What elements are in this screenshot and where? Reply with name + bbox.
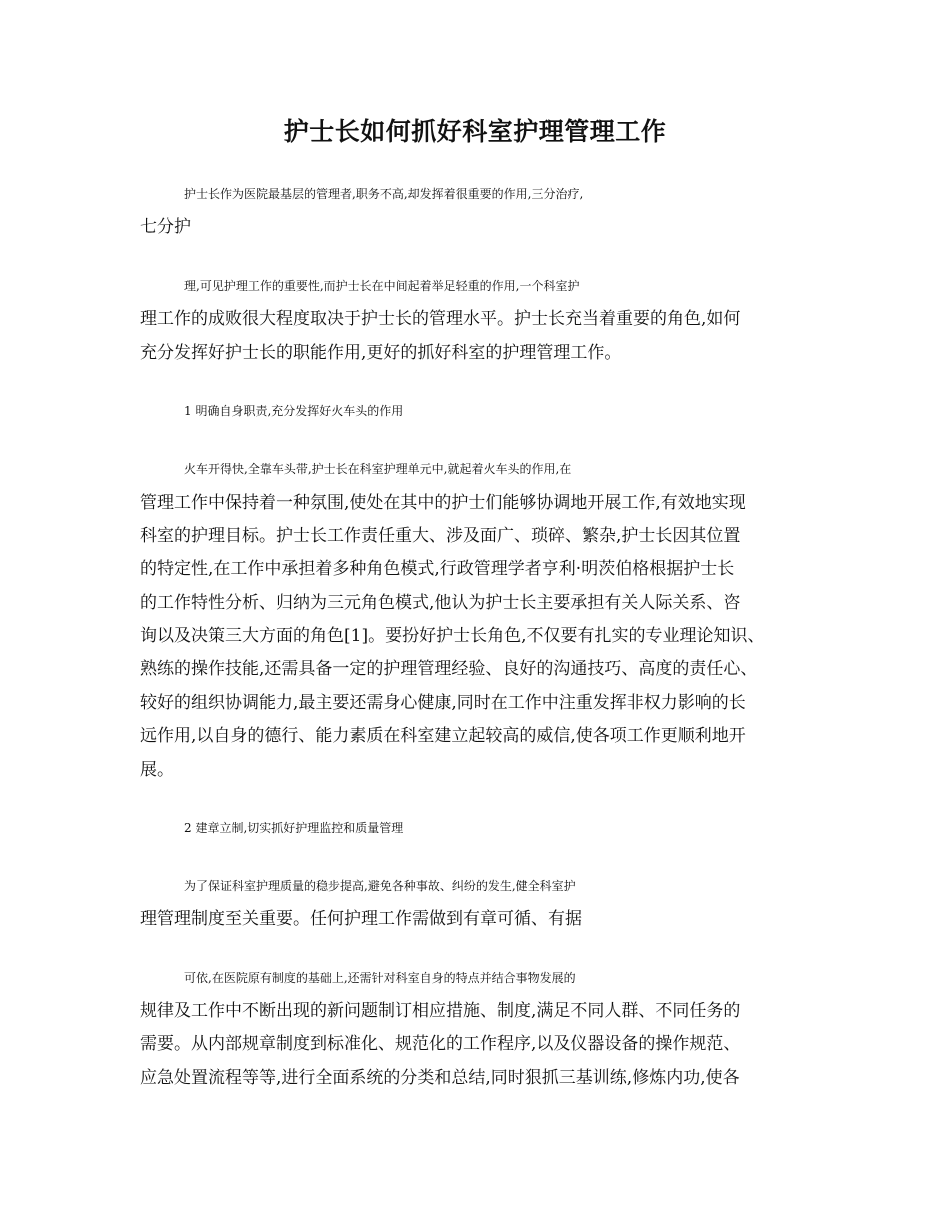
- paragraph-line: 管理工作中保持着一种氛围,使处在其中的护士们能够协调地开展工作,有效地实现: [140, 493, 746, 513]
- paragraph-line: 可依,在医院原有制度的基础上,还需针对科室自身的特点并结合事物发展的: [184, 971, 576, 985]
- paragraph-line: 理,可见护理工作的重要性,而护士长在中间起着举足轻重的作用,一个科室护: [184, 279, 580, 293]
- paragraph-line: 较好的组织协调能力,最主要还需身心健康,同时在工作中注重发挥非权力影响的长: [140, 693, 746, 713]
- paragraph-line: 充分发挥好护士长的职能作用,更好的抓好科室的护理管理工作。: [140, 343, 622, 363]
- paragraph-line: 为了保证科室护理质量的稳步提高,避免各种事故、纠纷的发生,健全科室护: [184, 879, 576, 893]
- paragraph-line: 应急处置流程等等,进行全面系统的分类和总结,同时狠抓三基训练,修炼内功,使各: [140, 1068, 740, 1088]
- paragraph-line: 需要。从内部规章制度到标准化、规范化的工作程序,以及仪器设备的操作规范、: [140, 1034, 741, 1054]
- section-heading: 1 明确自身职责,充分发挥好火车头的作用: [184, 404, 404, 418]
- section-heading: 2 建章立制,切实抓好护理监控和质量管理: [184, 821, 404, 835]
- paragraph-line: 的工作特性分析、归纳为三元角色模式,他认为护士长主要承担有关人际关系、咨: [140, 593, 741, 613]
- paragraph-line: 规律及工作中不断出现的新问题制订相应措施、制度,满足不同人群、不同任务的: [140, 1001, 741, 1021]
- paragraph-line: 七分护: [140, 217, 191, 237]
- paragraph-line: 护士长作为医院最基层的管理者,职务不高,却发挥着很重要的作用,三分治疗,: [184, 187, 584, 201]
- paragraph-line: 熟练的操作技能,还需具备一定的护理管理经验、良好的沟通技巧、高度的责任心、: [140, 659, 758, 679]
- paragraph-line: 科室的护理目标。护士长工作责任重大、涉及面广、琐碎、繁杂,护士长因其位置: [140, 526, 741, 546]
- paragraph-line: 展。: [140, 760, 174, 780]
- paragraph-line: 理工作的成败很大程度取决于护士长的管理水平。护士长充当着重要的角色,如何: [140, 309, 741, 329]
- paragraph-line: 询以及决策三大方面的角色[1]。要扮好护士长角色,不仅要有扎实的专业理论知识、: [140, 626, 765, 646]
- paragraph-line: 远作用,以自身的德行、能力素质在科室建立起较高的威信,使各项工作更顺利地开: [140, 726, 746, 746]
- paragraph-line: 火车开得快,全靠车头带,护士长在科室护理单元中,就起着火车头的作用,在: [184, 462, 572, 476]
- paragraph-line: 理管理制度至关重要。任何护理工作需做到有章可循、有据: [140, 909, 582, 929]
- paragraph-line: 的特定性,在工作中承担着多种角色模式,行政管理学者亨利·明茨伯格根据护士长: [140, 559, 735, 579]
- document-title: 护士长如何抓好科室护理管理工作: [283, 117, 667, 146]
